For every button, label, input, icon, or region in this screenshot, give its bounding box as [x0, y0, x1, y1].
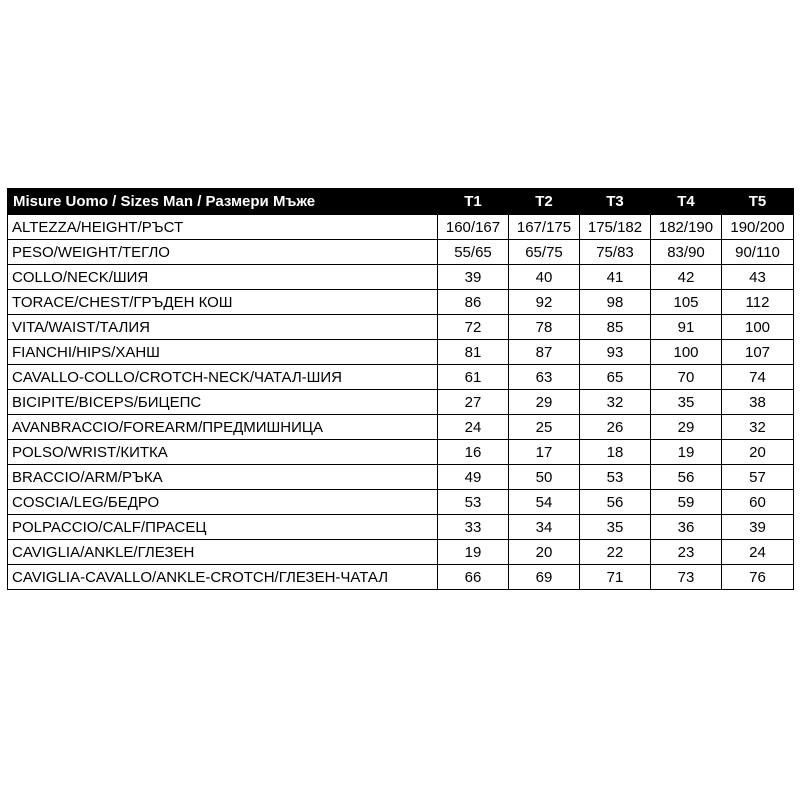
table-row [8, 315, 794, 340]
measurement-value-t1: 55/65 [438, 240, 509, 265]
measurement-label: POLSO/WRIST/КИТКА [8, 440, 438, 465]
measurement-value-t3: 26 [580, 415, 651, 440]
size-header-t2: T2 [509, 189, 580, 215]
table-row [8, 440, 794, 465]
measurement-value-t4: 105 [651, 290, 722, 315]
table-row [8, 415, 794, 440]
measurement-value-t1: 66 [438, 565, 509, 590]
measurement-value-t5: 100 [722, 315, 794, 340]
measurement-value-t1: 160/167 [438, 215, 509, 240]
measurement-value-t3: 56 [580, 490, 651, 515]
table-header [8, 189, 794, 215]
measurement-value-t1: 39 [438, 265, 509, 290]
measurement-label: CAVIGLIA/ANKLE/ГЛЕЗЕН [8, 540, 438, 565]
measurement-label: CAVIGLIA-CAVALLO/ANKLE-CROTCH/ГЛЕЗЕН-ЧАТАЛ [8, 565, 438, 590]
header-row [8, 189, 794, 215]
table-row [8, 265, 794, 290]
measurement-value-t2: 87 [509, 340, 580, 365]
measurement-value-t5: 32 [722, 415, 794, 440]
size-chart-table [7, 188, 794, 590]
table-row [8, 490, 794, 515]
measurement-value-t4: 182/190 [651, 215, 722, 240]
measurement-value-t4: 100 [651, 340, 722, 365]
measurement-value-t5: 90/110 [722, 240, 794, 265]
measurement-value-t2: 25 [509, 415, 580, 440]
size-header-t1: T1 [438, 189, 509, 215]
measurement-value-t5: 57 [722, 465, 794, 490]
table-row [8, 565, 794, 590]
measurement-value-t5: 60 [722, 490, 794, 515]
measurement-value-t2: 50 [509, 465, 580, 490]
measurement-value-t3: 98 [580, 290, 651, 315]
measurement-value-t4: 91 [651, 315, 722, 340]
measurement-label: COSCIA/LEG/БЕДРО [8, 490, 438, 515]
measurement-value-t5: 43 [722, 265, 794, 290]
measurement-label: AVANBRACCIO/FOREARM/ПРЕДМИШНИЦА [8, 415, 438, 440]
measurement-value-t3: 18 [580, 440, 651, 465]
measurement-value-t1: 53 [438, 490, 509, 515]
measurement-value-t1: 24 [438, 415, 509, 440]
measurement-value-t3: 93 [580, 340, 651, 365]
measurement-value-t5: 24 [722, 540, 794, 565]
measurement-value-t3: 85 [580, 315, 651, 340]
measurement-value-t4: 23 [651, 540, 722, 565]
measurement-value-t2: 29 [509, 390, 580, 415]
measurement-value-t4: 56 [651, 465, 722, 490]
measurement-value-t3: 32 [580, 390, 651, 415]
measurement-value-t5: 74 [722, 365, 794, 390]
measurement-value-t2: 65/75 [509, 240, 580, 265]
measurement-value-t3: 65 [580, 365, 651, 390]
measurement-value-t2: 17 [509, 440, 580, 465]
measurement-value-t5: 20 [722, 440, 794, 465]
measurement-value-t4: 83/90 [651, 240, 722, 265]
measurement-value-t3: 75/83 [580, 240, 651, 265]
measurement-value-t2: 92 [509, 290, 580, 315]
measurement-value-t2: 167/175 [509, 215, 580, 240]
table-row [8, 540, 794, 565]
measurement-value-t4: 36 [651, 515, 722, 540]
measurement-value-t3: 71 [580, 565, 651, 590]
measurement-value-t2: 69 [509, 565, 580, 590]
measurement-value-t5: 107 [722, 340, 794, 365]
measurement-value-t3: 35 [580, 515, 651, 540]
measurement-value-t5: 39 [722, 515, 794, 540]
measurement-value-t5: 112 [722, 290, 794, 315]
measurement-value-t2: 20 [509, 540, 580, 565]
table-row [8, 340, 794, 365]
measurement-value-t1: 16 [438, 440, 509, 465]
size-header-t5: T5 [722, 189, 794, 215]
table-body [8, 215, 794, 590]
measurement-value-t1: 33 [438, 515, 509, 540]
size-header-t3: T3 [580, 189, 651, 215]
measurement-value-t4: 42 [651, 265, 722, 290]
measurement-value-t4: 73 [651, 565, 722, 590]
measurement-label: POLPACCIO/CALF/ПРАСЕЦ [8, 515, 438, 540]
measurement-label: ALTEZZA/HEIGHT/РЪСТ [8, 215, 438, 240]
table-row [8, 365, 794, 390]
measurement-label: FIANCHI/HIPS/ХАНШ [8, 340, 438, 365]
table-row [8, 390, 794, 415]
measurement-value-t3: 41 [580, 265, 651, 290]
measurement-value-t1: 72 [438, 315, 509, 340]
measurement-value-t1: 61 [438, 365, 509, 390]
table-title: Misure Uomo / Sizes Man / Размери Мъже [8, 189, 438, 215]
measurement-value-t5: 190/200 [722, 215, 794, 240]
measurement-value-t5: 76 [722, 565, 794, 590]
measurement-value-t3: 22 [580, 540, 651, 565]
measurement-value-t1: 27 [438, 390, 509, 415]
measurement-value-t1: 19 [438, 540, 509, 565]
measurement-value-t4: 70 [651, 365, 722, 390]
measurement-value-t5: 38 [722, 390, 794, 415]
measurement-value-t4: 59 [651, 490, 722, 515]
measurement-label: PESO/WEIGHT/ТЕГЛО [8, 240, 438, 265]
measurement-value-t2: 40 [509, 265, 580, 290]
size-header-t4: T4 [651, 189, 722, 215]
measurement-label: TORACE/CHEST/ГРЪДЕН КОШ [8, 290, 438, 315]
measurement-value-t1: 49 [438, 465, 509, 490]
measurement-value-t4: 19 [651, 440, 722, 465]
measurement-label: BICIPITE/BICEPS/БИЦЕПС [8, 390, 438, 415]
measurement-value-t4: 35 [651, 390, 722, 415]
measurement-label: BRACCIO/ARM/РЪКА [8, 465, 438, 490]
measurement-value-t4: 29 [651, 415, 722, 440]
measurement-value-t2: 54 [509, 490, 580, 515]
measurement-value-t1: 86 [438, 290, 509, 315]
measurement-value-t2: 63 [509, 365, 580, 390]
table-row [8, 515, 794, 540]
measurement-value-t2: 34 [509, 515, 580, 540]
measurement-value-t1: 81 [438, 340, 509, 365]
measurement-value-t3: 53 [580, 465, 651, 490]
measurement-label: CAVALLO-COLLO/CROTCH-NECK/ЧАТАЛ-ШИЯ [8, 365, 438, 390]
table-row [8, 290, 794, 315]
measurement-label: COLLO/NECK/ШИЯ [8, 265, 438, 290]
measurement-label: VITA/WAIST/ТАЛИЯ [8, 315, 438, 340]
table-row [8, 240, 794, 265]
table-row [8, 465, 794, 490]
table-row [8, 215, 794, 240]
measurement-value-t2: 78 [509, 315, 580, 340]
measurement-value-t3: 175/182 [580, 215, 651, 240]
